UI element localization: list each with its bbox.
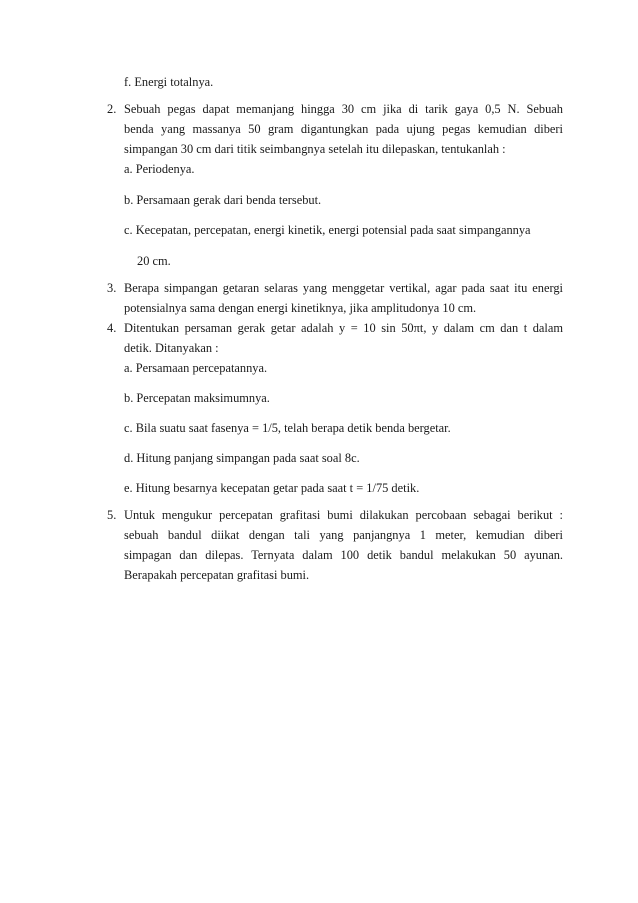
problem-4-item-d: d. Hitung panjang simpangan pada saat soal 8c. — [124, 451, 360, 465]
problem-2-line-2: benda yang massanya 50 gram digantungkan pada ujung pegas kemudian diberi — [124, 122, 563, 136]
problem-2-item-a: a. Periodenya. — [124, 162, 195, 176]
problem-2-item-c: c. Kecepatan, percepatan, energi kinetik, energi potensial pada saat simpangannya — [124, 223, 531, 237]
problem-4-line-2: detik. Ditanyakan : — [124, 341, 219, 355]
problem-5-line-4: Berapakah percepatan grafitasi bumi. — [124, 568, 310, 582]
problem-2-line-1: Sebuah pegas dapat memanjang hingga 30 cm jika di tarik gaya 0,5 N. Sebuah — [124, 102, 563, 116]
problem-3-line-1: Berapa simpangan getaran selaras yang menggetar vertikal, agar pada saat itu energi — [124, 281, 563, 295]
problem-4-number: 4. — [107, 321, 117, 335]
problem-5-line-2: sebuah bandul diikat dengan tali yang panjangnya 1 meter, kemudian diberi — [124, 528, 563, 542]
problem-5-number: 5. — [107, 508, 117, 522]
problem-2-item-c-continued: 20 cm. — [137, 254, 171, 268]
problem-4-item-e: e. Hitung besarnya kecepatan getar pada saat t = 1/75 detik. — [124, 481, 420, 495]
problem-2-number: 2. — [107, 102, 117, 116]
problem-2-item-b: b. Persamaan gerak dari benda tersebut. — [124, 193, 322, 207]
problem-3-line-2: potensialnya sama dengan energi kinetiknya, jika amplitudonya 10 cm. — [124, 301, 477, 315]
problem-1-item-f: f. Energi totalnya. — [124, 75, 214, 89]
problem-5-line-3: simpagan dan dilepas. Ternyata dalam 100 detik bandul melakukan 50 ayunan. — [124, 548, 563, 562]
problem-3-number: 3. — [107, 281, 117, 295]
problem-4-line-1: Ditentukan persaman gerak getar adalah y = 10 sin 50πt, y dalam cm dan t dalam — [124, 321, 563, 335]
problem-5-line-1: Untuk mengukur percepatan grafitasi bumi dilakukan percobaan sebagai berikut : — [124, 508, 563, 522]
problem-2-line-3: simpangan 30 cm dari titik seimbangnya setelah itu dilepaskan, tentukanlah : — [124, 142, 506, 156]
problem-4-item-a: a. Persamaan percepatannya. — [124, 361, 268, 375]
problem-4-item-b: b. Percepatan maksimumnya. — [124, 391, 270, 405]
problem-4-item-c: c. Bila suatu saat fasenya = 1/5, telah berapa detik benda bergetar. — [124, 421, 451, 435]
